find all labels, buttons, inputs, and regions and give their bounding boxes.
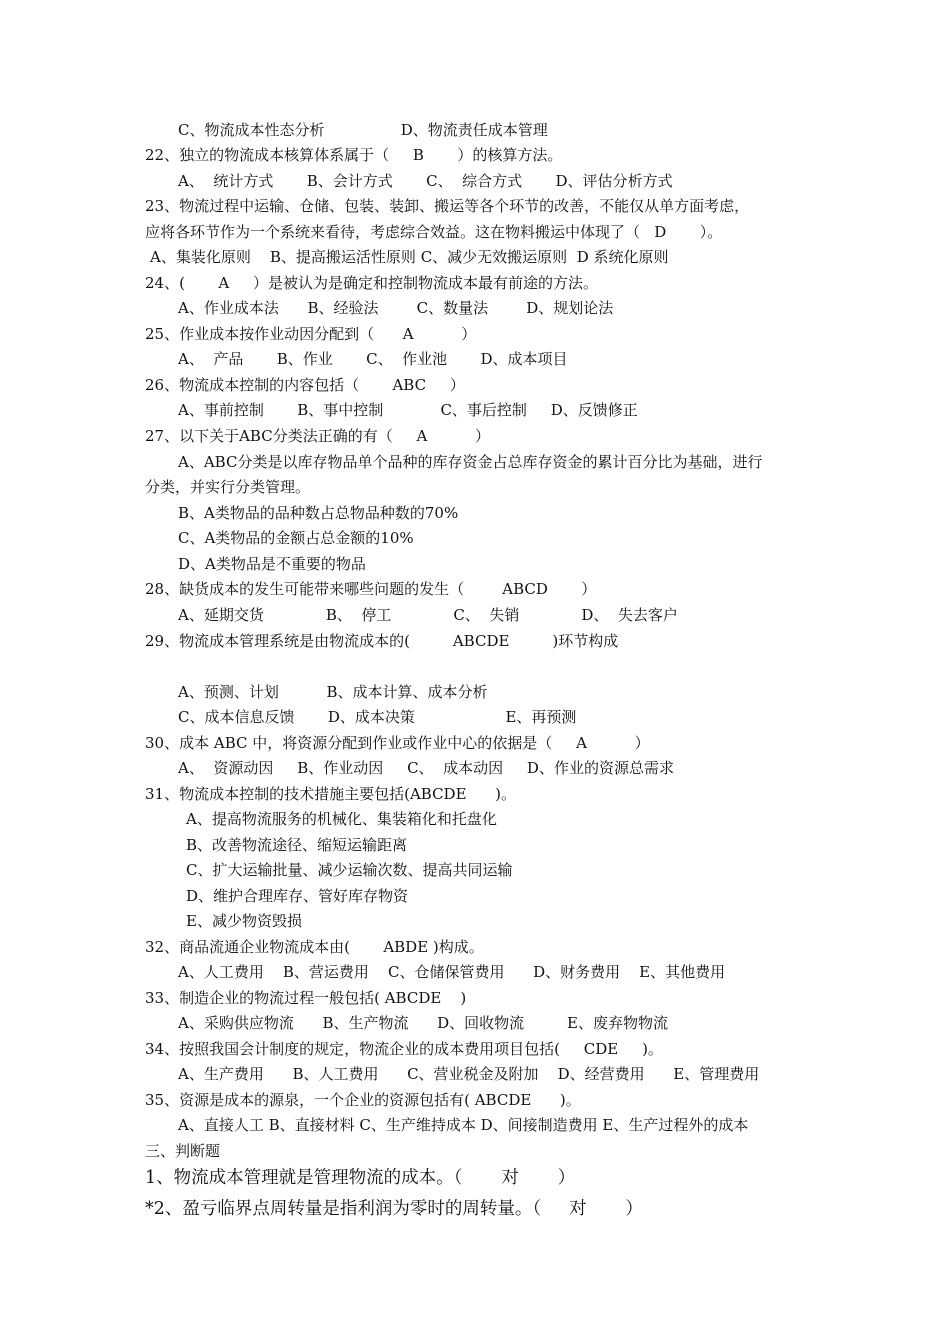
question-25: 25、作业成本按作业动因分配到（ A ）	[145, 325, 477, 343]
text-line: C、物流成本性态分析 D、物流责任成本管理	[178, 121, 548, 139]
option-31a: A、提高物流服务的机械化、集装箱化和托盘化	[186, 810, 497, 828]
text-line: 应将各环节作为一个系统来看待，考虑综合效益。这在物料搬运中体现了（ D ）。	[145, 223, 723, 241]
option-31e: E、减少物资毁损	[186, 912, 302, 930]
options-29a: A、预测、计划 B、成本计算、成本分析	[178, 683, 488, 701]
question-26: 26、物流成本控制的内容包括（ ABC ）	[145, 376, 465, 394]
options-32: A、人工费用 B、营运费用 C、仓储保管费用 D、财务费用 E、其他费用	[178, 963, 726, 981]
question-27: 27、以下关于ABC分类法正确的有（ A ）	[145, 427, 491, 445]
question-22: 22、独立的物流成本核算体系属于（ B ）的核算方法。	[145, 146, 563, 164]
text-line: 分类，并实行分类管理。	[145, 478, 311, 496]
option-27b: B、A类物品的品种数占总物品种数的70%	[178, 504, 459, 522]
options-25: A、 产品 B、作业 C、 作业池 D、成本项目	[178, 350, 568, 368]
question-30: 30、成本 ABC 中，将资源分配到作业或作业中心的依据是（ A ）	[145, 734, 650, 752]
judgment-1: 1、物流成本管理就是管理物流的成本。（ 对 ）	[145, 1168, 576, 1188]
options-30: A、 资源动因 B、作业动因 C、 成本动因 D、作业的资源总需求	[178, 759, 674, 777]
options-22: A、 统计方式 B、会计方式 C、 综合方式 D、评估分析方式	[178, 172, 673, 190]
options-28: A、延期交货 B、 停工 C、 失销 D、 失去客户	[178, 606, 678, 624]
question-35: 35、资源是成本的源泉，一个企业的资源包括有( ABCDE )。	[145, 1091, 581, 1109]
options-24: A、作业成本法 B、经验法 C、数量法 D、规划论法	[178, 299, 614, 317]
option-31b: B、改善物流途径、缩短运输距离	[186, 836, 408, 854]
question-23: 23、物流过程中运输、仓储、包装、装卸、搬运等各个环节的改善，不能仅从单方面考虑，	[145, 197, 750, 215]
question-33: 33、制造企业的物流过程一般包括( ABCDE )	[145, 989, 467, 1007]
options-33: A、采购供应物流 B、生产物流 D、回收物流 E、废弃物物流	[178, 1014, 668, 1032]
option-31c: C、扩大运输批量、减少运输次数、提高共同运输	[186, 861, 513, 879]
option-27c: C、A类物品的金额占总金额的10%	[178, 529, 414, 547]
options-29b: C、成本信息反馈 D、成本决策 E、再预测	[178, 708, 577, 726]
option-27d: D、A类物品是不重要的物品	[178, 555, 366, 573]
question-29: 29、物流成本管理系统是由物流成本的( ABCDE )环节构成	[145, 632, 619, 650]
options-26: A、事前控制 B、事中控制 C、事后控制 D、反馈修正	[178, 401, 638, 419]
options-23: A、集装化原则 B、提高搬运活性原则 C、减少无效搬运原则 D 系统化原则	[150, 248, 669, 266]
options-35: A、直接人工 B、直接材料 C、生产维持成本 D、间接制造费用 E、生产过程外的成本	[178, 1116, 749, 1134]
question-31: 31、物流成本控制的技术措施主要包括(ABCDE )。	[145, 785, 516, 803]
question-24: 24、( A ）是被认为是确定和控制物流成本最有前途的方法。	[145, 274, 598, 292]
question-32: 32、商品流通企业物流成本由( ABDE )构成。	[145, 938, 484, 956]
options-34: A、生产费用 B、人工费用 C、营业税金及附加 D、经营费用 E、管理费用	[178, 1065, 760, 1083]
option-31d: D、维护合理库存、管好库存物资	[186, 887, 409, 905]
option-27a: A、ABC分类是以库存物品单个品种的库存资金占总库存资金的累计百分比为基础，进行	[178, 453, 763, 471]
section-heading: 三、判断题	[145, 1142, 221, 1160]
question-28: 28、缺货成本的发生可能带来哪些问题的发生（ ABCD ）	[145, 580, 597, 598]
judgment-2: *2、盈亏临界点周转量是指利润为零时的周转量。（ 对 ）	[145, 1199, 643, 1219]
question-34: 34、按照我国会计制度的规定，物流企业的成本费用项目包括( CDE )。	[145, 1040, 663, 1058]
